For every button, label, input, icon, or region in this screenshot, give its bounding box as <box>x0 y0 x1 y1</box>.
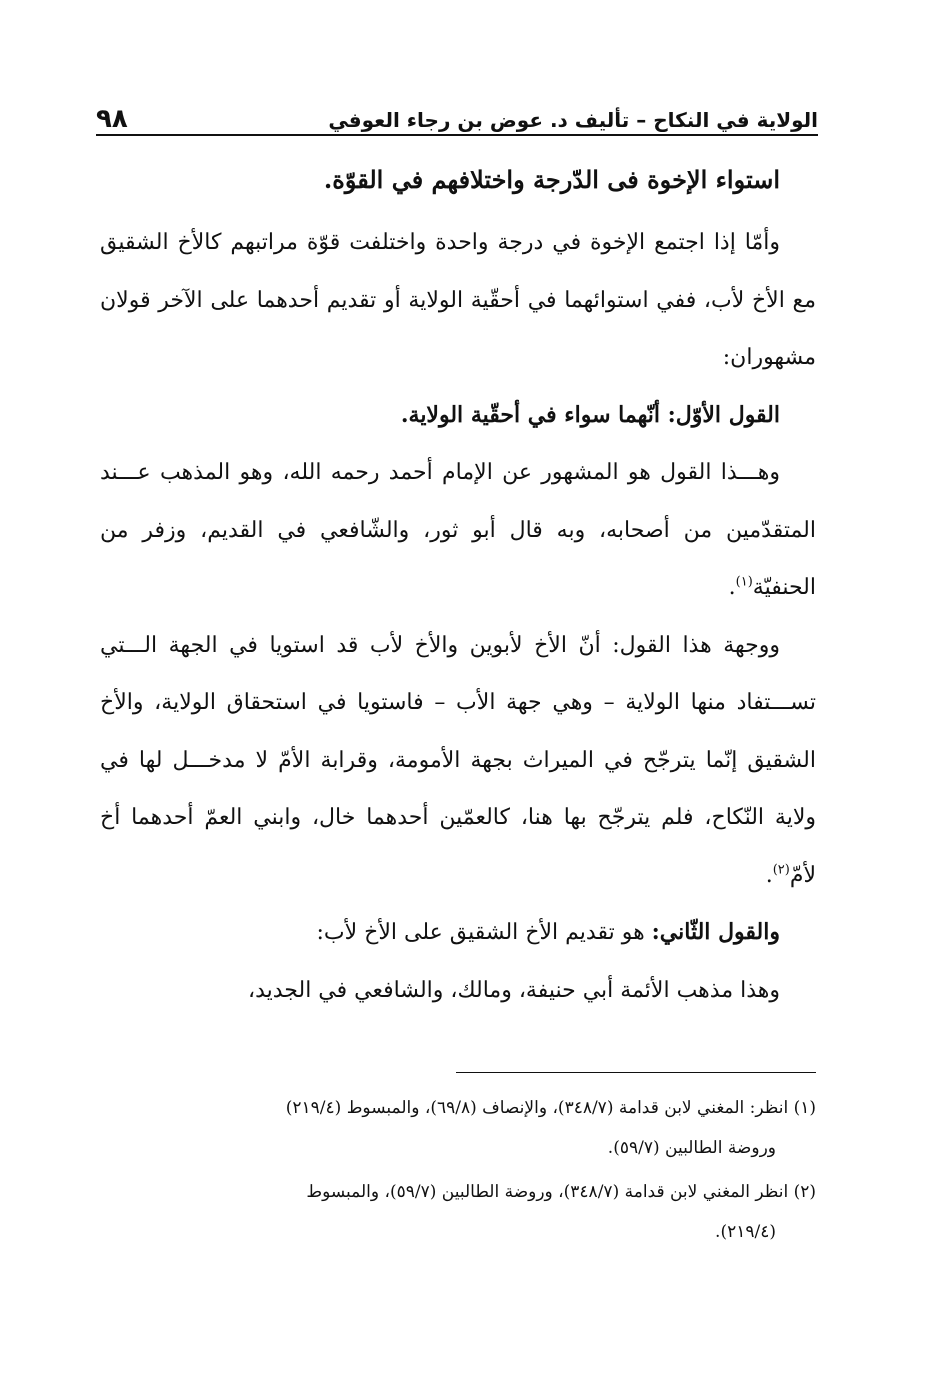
second-opinion-text: هو تقديم الأخ الشقيق على الأخ لأب: <box>316 920 652 945</box>
second-proponents-text: وهذا مذهب الأئمة أبي حنيفة، ومالك، والشافعي في الجديد، <box>247 977 780 1003</box>
paragraph-first-opinion-reasoning <box>100 617 816 905</box>
main-text <box>100 152 816 1019</box>
proponents-text: وهـــذا القول هو المشهور عن الإمام أحمد رحمه الله، وهو المذهب عـــند المتقدّمين من أصحابه، وبه قال أبو ثور، والشّافعي في القديم، وزفر من الحنفيّة <box>100 460 816 600</box>
paragraph-second-opinion <box>100 904 816 962</box>
footnote-2 <box>110 1172 816 1252</box>
footnotes <box>110 1088 816 1256</box>
footnote-1-cont: وروضة الطالبين (٥٩/٧). <box>607 1138 776 1158</box>
paragraph-second-opinion-proponents <box>100 962 816 1020</box>
footnote-ref-1[interactable]: (١) <box>735 574 753 590</box>
reasoning-period: . <box>765 862 773 888</box>
section-heading: استواء الإخوة فى الدّرجة واختلافهم في القوّة. <box>323 165 780 194</box>
running-header <box>96 92 818 136</box>
footnote-2-cont: (٢١٩/٤). <box>715 1222 776 1242</box>
paragraph-intro <box>100 214 816 387</box>
footnote-1-first: (١) انظر: المغني لابن قدامة (٣٤٨/٧)، والإنصاف (٦٩/٨)، والمبسوط (٢١٩/٤) <box>285 1098 816 1118</box>
paragraph-first-opinion <box>100 387 816 445</box>
second-opinion-label: والقول الثّاني: <box>651 919 780 945</box>
paragraph-intro-text: وأمّا إذا اجتمع الإخوة في درجة واحدة واختلفت قوّة مراتبهم كالأخ الشقيق مع الأخ لأب، ففي استوائهما في أحقّية الولاية أو تقديم أحدهما على الآخر قولان مشهوران: <box>100 230 816 370</box>
paragraph-first-opinion-proponents <box>100 444 816 617</box>
page-number: ٩٨ <box>96 104 128 134</box>
footnote-divider <box>456 1072 816 1073</box>
footnote-2-first: (٢) انظر المغني لابن قدامة (٣٤٨/٧)، وروضة الطالبين (٥٩/٧)، والمبسوط <box>306 1182 816 1202</box>
reasoning-text: ووجهة هذا القول: أنّ الأخ لأبوين والأخ لأب قد استويا في الجهة الـــتي تســـتفاد منها الولاية – وهي جهة الأب – فاستويا في استحقاق الولاية، والأخ الشقيق إنّما يترجّح في الميراث بجهة الأمومة، وقرابة الأمّ لا مدخـــل لها في ولاية النّكاح، فلم يترجّح بها هنا، كالعمّين أحدهما خال، وابني العمّ أحدهما أخ لأمّ <box>100 632 816 888</box>
header-title: الولاية في النكاح – تأليف د. عوض بن رجاء العوفي <box>328 108 818 132</box>
first-opinion-text: أنّهما سواء في أحقّية الولاية. <box>400 401 668 428</box>
footnote-1 <box>110 1088 816 1168</box>
proponents-period: . <box>728 575 736 600</box>
first-opinion-label: القول الأوّل: <box>667 401 780 428</box>
footnote-ref-2[interactable]: (٢) <box>772 862 790 878</box>
